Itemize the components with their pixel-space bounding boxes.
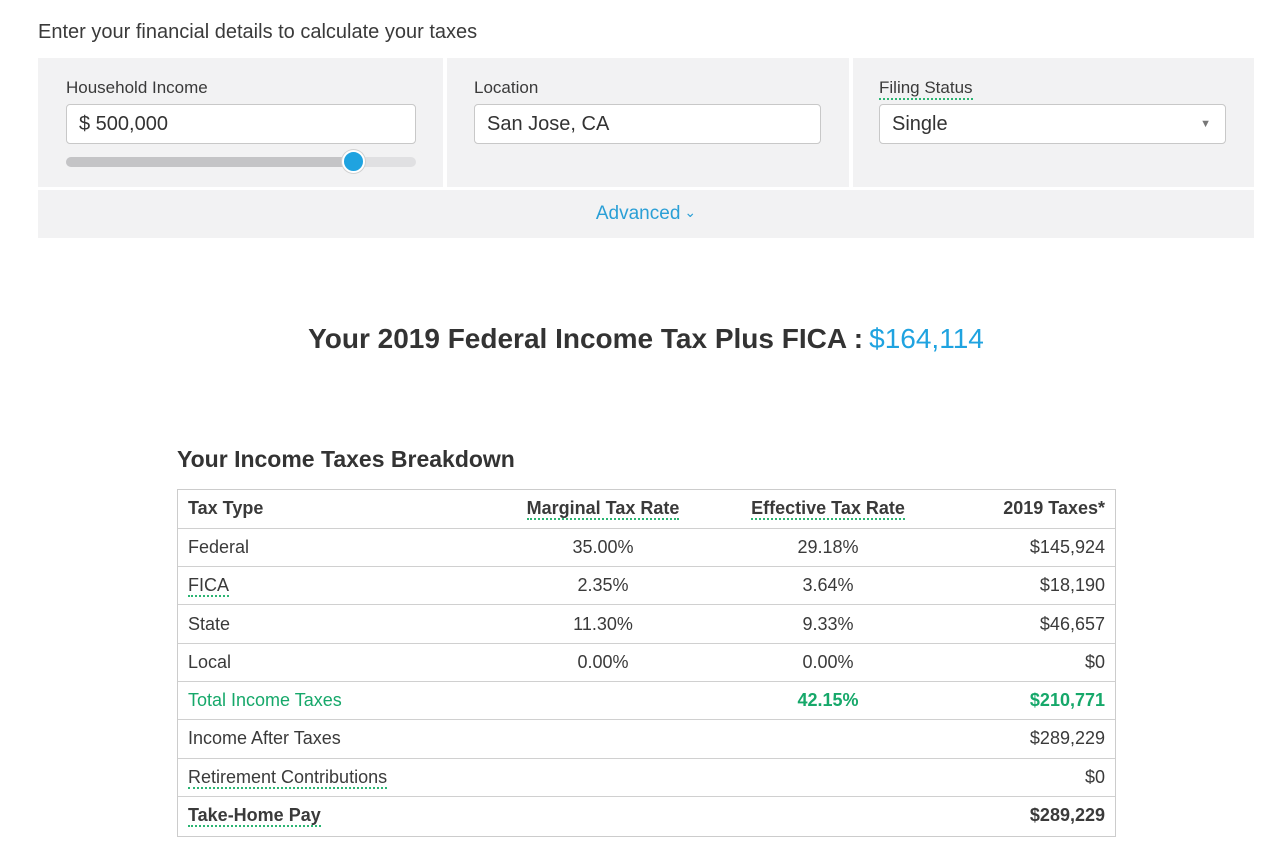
table-row-takehome xyxy=(178,796,1115,834)
row-taxes: $0 xyxy=(938,643,1115,681)
breakdown-title: Your Income Taxes Breakdown xyxy=(177,446,515,472)
row-marginal: 11.30% xyxy=(488,605,718,643)
header-tax-type: Tax Type xyxy=(188,498,264,519)
header-2019-taxes: 2019 Taxes* xyxy=(1003,498,1105,519)
income-slider-thumb[interactable] xyxy=(342,150,365,173)
table-row xyxy=(178,528,1115,566)
row-taxes: $145,924 xyxy=(938,528,1115,566)
chevron-down-icon: ⌄ xyxy=(684,204,697,220)
row-marginal xyxy=(488,681,718,719)
row-taxes: $289,229 xyxy=(938,796,1115,834)
table-row xyxy=(178,567,1115,605)
row-marginal: 0.00% xyxy=(488,643,718,681)
row-marginal: 35.00% xyxy=(488,528,718,566)
row-type[interactable]: FICA xyxy=(178,567,488,605)
row-taxes: $46,657 xyxy=(938,605,1115,643)
advanced-label: Advanced xyxy=(595,203,681,224)
row-taxes: $210,771 xyxy=(938,681,1115,719)
row-effective: 42.15% xyxy=(718,681,938,719)
table-header-row xyxy=(178,490,1115,528)
location-section xyxy=(447,58,849,187)
row-effective: 29.18% xyxy=(718,528,938,566)
breakdown-table xyxy=(177,489,1116,837)
table-row xyxy=(178,720,1115,758)
row-type: Total Income Taxes xyxy=(178,681,488,719)
row-effective xyxy=(718,720,938,758)
row-type: State xyxy=(178,605,488,643)
table-row xyxy=(178,605,1115,643)
row-marginal xyxy=(488,720,718,758)
dropdown-arrow-icon: ▼ xyxy=(1200,118,1211,130)
table-row xyxy=(178,758,1115,796)
header-effective-rate[interactable]: Effective Tax Rate xyxy=(751,498,905,519)
row-taxes: $18,190 xyxy=(938,567,1115,605)
row-effective xyxy=(718,796,938,834)
filing-status-select[interactable] xyxy=(879,104,1226,144)
row-marginal: 2.35% xyxy=(488,567,718,605)
input-panel xyxy=(38,58,1254,238)
income-slider-fill xyxy=(66,157,353,167)
row-effective xyxy=(718,758,938,796)
row-type: Income After Taxes xyxy=(178,720,488,758)
row-effective: 9.33% xyxy=(718,605,938,643)
headline-amount: $164,114 xyxy=(869,323,984,354)
row-effective: 3.64% xyxy=(718,567,938,605)
headline-text: Your 2019 Federal Income Tax Plus FICA : xyxy=(308,323,864,354)
household-income-section xyxy=(38,58,443,187)
household-income-label: Household Income xyxy=(66,78,208,97)
row-type: Federal xyxy=(178,528,488,566)
row-marginal xyxy=(488,796,718,834)
row-type: Local xyxy=(178,643,488,681)
household-income-input[interactable]: $ 500,000 xyxy=(66,104,416,144)
advanced-toggle[interactable] xyxy=(38,203,1254,225)
filing-status-label: Filing Status xyxy=(879,78,973,100)
filing-status-section xyxy=(853,58,1254,187)
location-label: Location xyxy=(474,78,539,97)
row-type[interactable]: Take-Home Pay xyxy=(178,796,488,834)
table-row xyxy=(178,643,1115,681)
header-marginal-rate[interactable]: Marginal Tax Rate xyxy=(526,498,680,519)
panel-hdivider xyxy=(38,187,1254,190)
filing-status-value: Single xyxy=(892,113,948,135)
row-type[interactable]: Retirement Contributions xyxy=(178,758,488,796)
intro-text: Enter your financial details to calculate your taxes xyxy=(38,21,478,43)
row-marginal xyxy=(488,758,718,796)
table-row-total xyxy=(178,681,1115,719)
row-taxes: $289,229 xyxy=(938,720,1115,758)
headline xyxy=(0,323,1280,355)
row-effective: 0.00% xyxy=(718,643,938,681)
row-taxes: $0 xyxy=(938,758,1115,796)
location-input[interactable]: San Jose, CA xyxy=(474,104,821,144)
